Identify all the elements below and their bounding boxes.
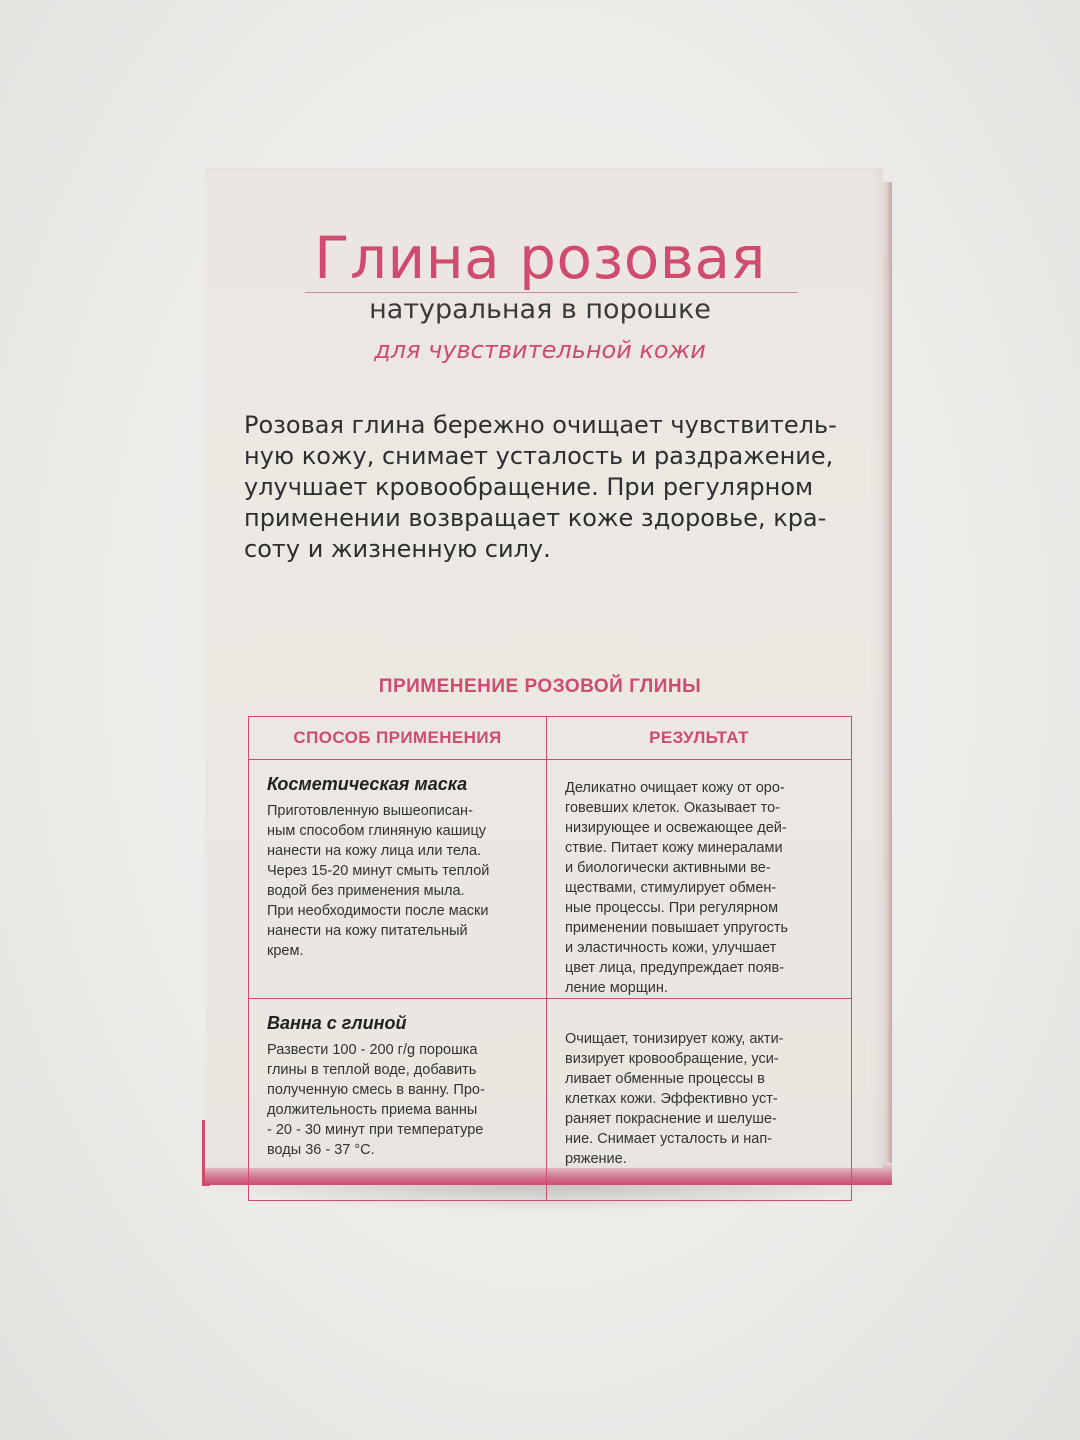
- product-description: [244, 410, 864, 565]
- text-line: ние. Снимает усталость и нап-: [565, 1131, 773, 1147]
- text-line: ливает обменные процессы в: [565, 1071, 765, 1087]
- product-title: Глина розовая: [314, 224, 766, 292]
- product-tagline: для чувствительной кожи: [374, 336, 706, 364]
- result-cell: [547, 999, 852, 1201]
- text-line: нанести на кожу питательный: [267, 923, 468, 939]
- method-text: [267, 1040, 532, 1160]
- result-cell: [547, 760, 852, 999]
- text-line: низирующее и освежающее дей-: [565, 820, 787, 836]
- text-line: крем.: [267, 943, 304, 959]
- text-line: визирует кровообращение, уси-: [565, 1051, 779, 1067]
- text-line: и эластичность кожи, улучшает: [565, 940, 777, 956]
- method-cell: [249, 999, 547, 1201]
- text-line: говевших клеток. Оказывает то-: [565, 800, 780, 816]
- method-cell: [249, 760, 547, 999]
- method-text: [267, 801, 532, 961]
- result-text: [565, 778, 837, 998]
- result-column-header: РЕЗУЛЬТАТ: [547, 717, 852, 760]
- text-line: Деликатно очищает кожу от оро-: [565, 780, 785, 796]
- text-line: - 20 - 30 минут при температуре: [267, 1122, 484, 1138]
- text-line: При необходимости после маски: [267, 903, 489, 919]
- text-line: Приготовленную вышеописан-: [267, 803, 473, 819]
- description-line: ную кожу, снимает усталость и раздражение,: [244, 442, 834, 470]
- text-line: должительность приема ванны: [267, 1102, 478, 1118]
- product-subtitle: натуральная в порошке: [369, 294, 711, 325]
- text-line: Через 15-20 минут смыть теплой: [267, 863, 490, 879]
- result-text: [565, 1029, 837, 1169]
- text-line: и биологически активными ве-: [565, 860, 771, 876]
- usage-table: [248, 716, 852, 1201]
- text-line: раняет покраснение и шелуше-: [565, 1111, 777, 1127]
- text-line: глины в теплой воде, добавить: [267, 1062, 477, 1078]
- table-row: [249, 999, 852, 1201]
- method-column-header: СПОСОБ ПРИМЕНЕНИЯ: [249, 717, 547, 760]
- text-line: клетках кожи. Эффективно уст-: [565, 1091, 778, 1107]
- method-name: Ванна с глиной: [267, 1013, 407, 1033]
- description-line: улучшает кровообращение. При регулярном: [244, 473, 814, 501]
- text-line: нанести на кожу лица или тела.: [267, 843, 482, 859]
- text-line: ществами, стимулирует обмен-: [565, 880, 777, 896]
- text-line: Очищает, тонизирует кожу, акти-: [565, 1031, 784, 1047]
- text-line: ление морщин.: [565, 980, 668, 996]
- text-line: применении повышает упругость: [565, 920, 789, 936]
- text-line: водой без применения мыла.: [267, 883, 465, 899]
- text-line: ные процессы. При регулярном: [565, 900, 779, 916]
- title-divider: [305, 292, 798, 293]
- text-line: ным способом глиняную кашицу: [267, 823, 487, 839]
- method-name: Косметическая маска: [267, 774, 468, 794]
- text-line: полученную смесь в ванну. Про-: [267, 1082, 485, 1098]
- description-line: применении возвращает коже здоровье, кра-: [244, 504, 827, 532]
- table-header-row: [249, 717, 852, 760]
- usage-section-title: ПРИМЕНЕНИЕ РОЗОВОЙ ГЛИНЫ: [378, 676, 702, 697]
- text-line: Развести 100 - 200 г/g порошка: [267, 1042, 478, 1058]
- description-line: Розовая глина бережно очищает чувствитель-: [244, 411, 837, 439]
- text-line: ствие. Питает кожу минералами: [565, 840, 783, 856]
- description-line: соту и жизненную силу.: [244, 535, 551, 563]
- text-line: воды 36 - 37 °С.: [267, 1142, 375, 1158]
- text-line: цвет лица, предупреждает появ-: [565, 960, 785, 976]
- table-row: [249, 760, 852, 999]
- text-line: ряжение.: [565, 1151, 627, 1167]
